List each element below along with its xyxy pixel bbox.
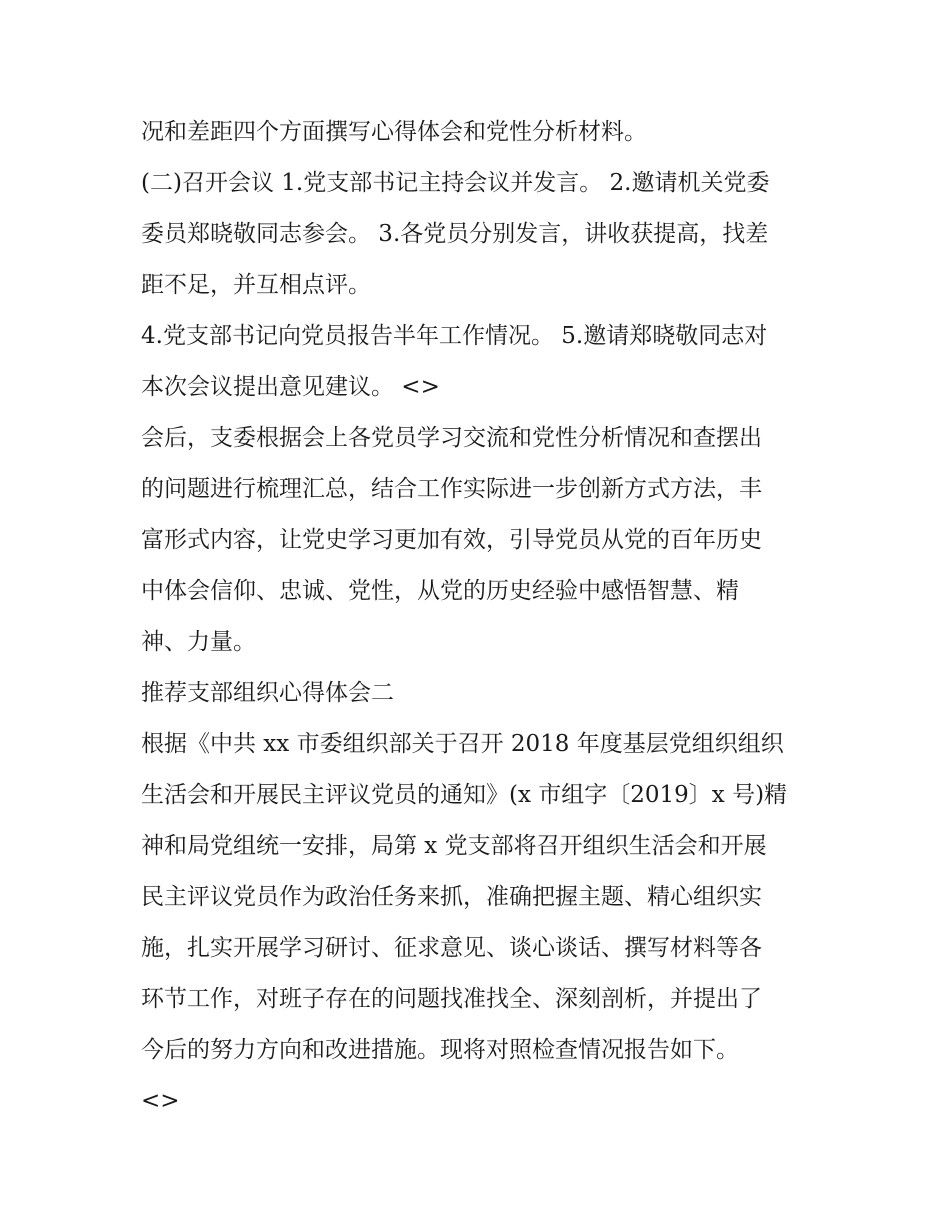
- section-heading: 推荐支部组织心得体会二: [141, 680, 394, 706]
- text-line-19: 今后的努力方向和改进措施。现将对照检查情况报告如下。: [141, 1037, 739, 1063]
- text-line-15: 神和局党组统一安排，局第 x 党支部将召开组织生活会和开展: [141, 833, 767, 859]
- text-line-3: 委员郑晓敬同志参会。 3.各党员分别发言，讲收获提高，找差: [141, 221, 769, 247]
- text-line-20: <>: [141, 1088, 180, 1114]
- text-line-14: 生活会和开展民主评议党员的通知》(x 市组字〔2019〕x 号)精: [141, 782, 788, 808]
- text-line-4: 距不足，并互相点评。: [141, 272, 371, 298]
- text-line-5: 4.党支部书记向党员报告半年工作情况。 5.邀请郑晓敬同志对: [141, 323, 768, 349]
- text-line-2: (二)召开会议 1.党支部书记主持会议并发言。 2.邀请机关党委: [141, 170, 770, 196]
- text-line-13: 根据《中共 xx 市委组织部关于召开 2018 年度基层党组织组织: [141, 731, 784, 757]
- text-line-9: 富形式内容，让党史学习更加有效，引导党员从党的百年历史: [141, 527, 762, 553]
- text-line-8: 的问题进行梳理汇总，结合工作实际进一步创新方式方法，丰: [141, 476, 762, 502]
- text-line-6: 本次会议提出意见建议。 <>: [141, 374, 440, 400]
- text-line-10: 中体会信仰、忠诚、党性，从党的历史经验中感悟智慧、精: [141, 578, 739, 604]
- text-line-16: 民主评议党员作为政治任务来抓，准确把握主题、精心组织实: [141, 884, 762, 910]
- text-line-7: 会后，支委根据会上各党员学习交流和党性分析情况和查摆出: [141, 425, 762, 451]
- text-line-1: 况和差距四个方面撰写心得体会和党性分析材料。: [141, 119, 647, 145]
- document-body: [141, 107, 816, 1127]
- text-line-18: 环节工作，对班子存在的问题找准找全、深刻剖析，并提出了: [141, 986, 762, 1012]
- text-line-17: 施，扎实开展学习研讨、征求意见、谈心谈话、撰写材料等各: [141, 935, 762, 961]
- text-line-11: 神、力量。: [141, 629, 256, 655]
